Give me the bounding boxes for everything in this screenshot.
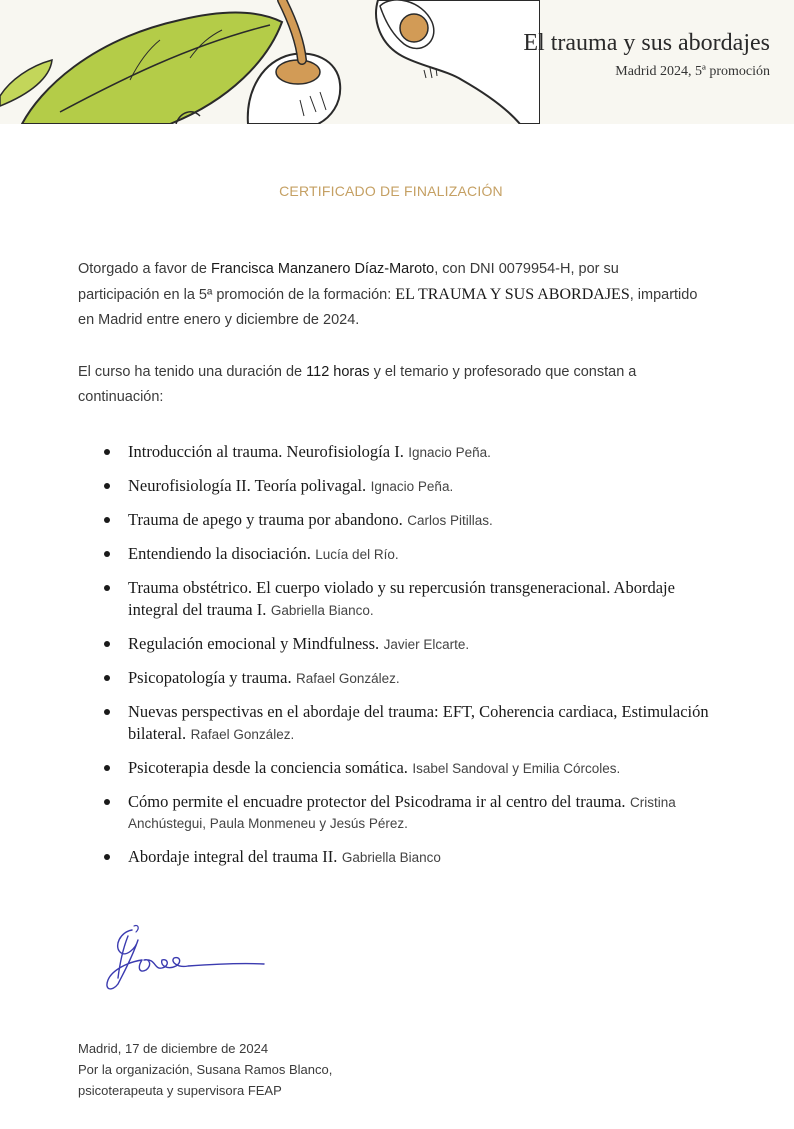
course-teacher: Ignacio Peña. — [408, 445, 491, 460]
course-title: Psicoterapia desde la conciencia somática. — [128, 758, 408, 777]
duration-text: El curso ha tenido una duración de — [78, 364, 307, 380]
signature — [98, 922, 268, 998]
header-banner — [0, 0, 794, 124]
course-teacher: Gabriella Bianco — [341, 850, 441, 865]
course-title: Introducción al trauma. Neurofisiología I. — [128, 442, 404, 461]
intro-paragraph — [78, 257, 698, 333]
bullet-icon — [104, 675, 110, 681]
header-subtitle: Madrid 2024, 5ª promoción — [615, 64, 770, 79]
bullet-icon — [104, 709, 110, 715]
course-item — [104, 441, 724, 463]
course-title: Psicopatología y trauma. — [128, 668, 292, 687]
intro-text: , impartido en Madrid entre enero y diciembre de 2024. — [78, 287, 698, 328]
course-item — [104, 475, 724, 497]
intro-text: Otorgado a favor de — [78, 261, 211, 277]
course-title: Nuevas perspectivas en el abordaje del trauma: EFT, Coherencia cardiaca, Estimulación bilateral. — [128, 702, 709, 743]
course-item — [104, 577, 724, 621]
course-item — [104, 846, 724, 868]
bullet-icon — [104, 483, 110, 489]
certificate-heading: CERTIFICADO DE FINALIZACIÓN — [279, 183, 503, 199]
course-teacher: Cristina Anchústegui, Paula Monmeneu y Jesús Pérez. — [128, 795, 676, 831]
course-item — [104, 633, 724, 655]
course-teacher: Lucía del Río. — [315, 547, 399, 562]
course-teacher: Rafael González. — [296, 671, 400, 686]
bullet-icon — [104, 854, 110, 860]
course-teacher: Javier Elcarte. — [383, 637, 470, 652]
duration-text: y el temario y profesorado que constan a continuación: — [78, 364, 637, 405]
course-item — [104, 509, 724, 531]
course-item — [104, 791, 724, 834]
bullet-icon — [104, 551, 110, 557]
course-title: Regulación emocional y Mindfulness. — [128, 634, 380, 653]
course-title: Cómo permite el encuadre protector del Psicodrama ir al centro del trauma. — [128, 792, 626, 811]
course-teacher: Gabriella Bianco. — [270, 603, 374, 618]
bullet-icon — [104, 765, 110, 771]
course-teacher: Isabel Sandoval y Emilia Córcoles. — [412, 761, 621, 776]
bullet-icon — [104, 449, 110, 455]
duration-paragraph — [78, 360, 698, 410]
course-teacher: Rafael González. — [190, 727, 295, 742]
intro-text: , con DNI 0079954-H, por su participación en la 5ª promoción de la formación: — [78, 261, 619, 303]
bullet-icon — [104, 641, 110, 647]
course-teacher: Ignacio Peña. — [370, 479, 454, 494]
course-title: Trauma de apego y trauma por abandono. — [128, 510, 403, 529]
plant-illustration — [0, 0, 540, 124]
course-item — [104, 757, 724, 779]
bullet-icon — [104, 585, 110, 591]
date-line: Madrid, 17 de diciembre de 2024 — [78, 1041, 269, 1056]
course-title: Abordaje integral del trauma II. — [128, 847, 338, 866]
course-item — [104, 667, 724, 689]
course-item — [104, 701, 724, 745]
organization-line: Por la organización, Susana Ramos Blanco, — [78, 1062, 333, 1077]
course-teacher: Carlos Pitillas. — [407, 513, 493, 528]
role-line: psicoterapeuta y supervisora FEAP — [78, 1083, 282, 1098]
program-name: EL TRAUMA Y SUS ABORDAJES — [395, 286, 630, 303]
course-title: Trauma obstétrico. El cuerpo violado y su repercusión transgeneracional. Abordaje integral del trauma I. — [128, 578, 675, 619]
course-list — [104, 441, 724, 880]
course-title: Entendiendo la disociación. — [128, 544, 311, 563]
course-title: Neurofisiología II. Teoría polivagal. — [128, 476, 367, 495]
header-title: El trauma y sus abordajes — [523, 30, 770, 56]
duration-hours: 112 horas — [306, 364, 370, 380]
course-item — [104, 543, 724, 565]
footer — [78, 1038, 478, 1101]
bullet-icon — [104, 517, 110, 523]
bullet-icon — [104, 799, 110, 805]
recipient-name: Francisca Manzanero Díaz-Maroto — [211, 261, 435, 277]
